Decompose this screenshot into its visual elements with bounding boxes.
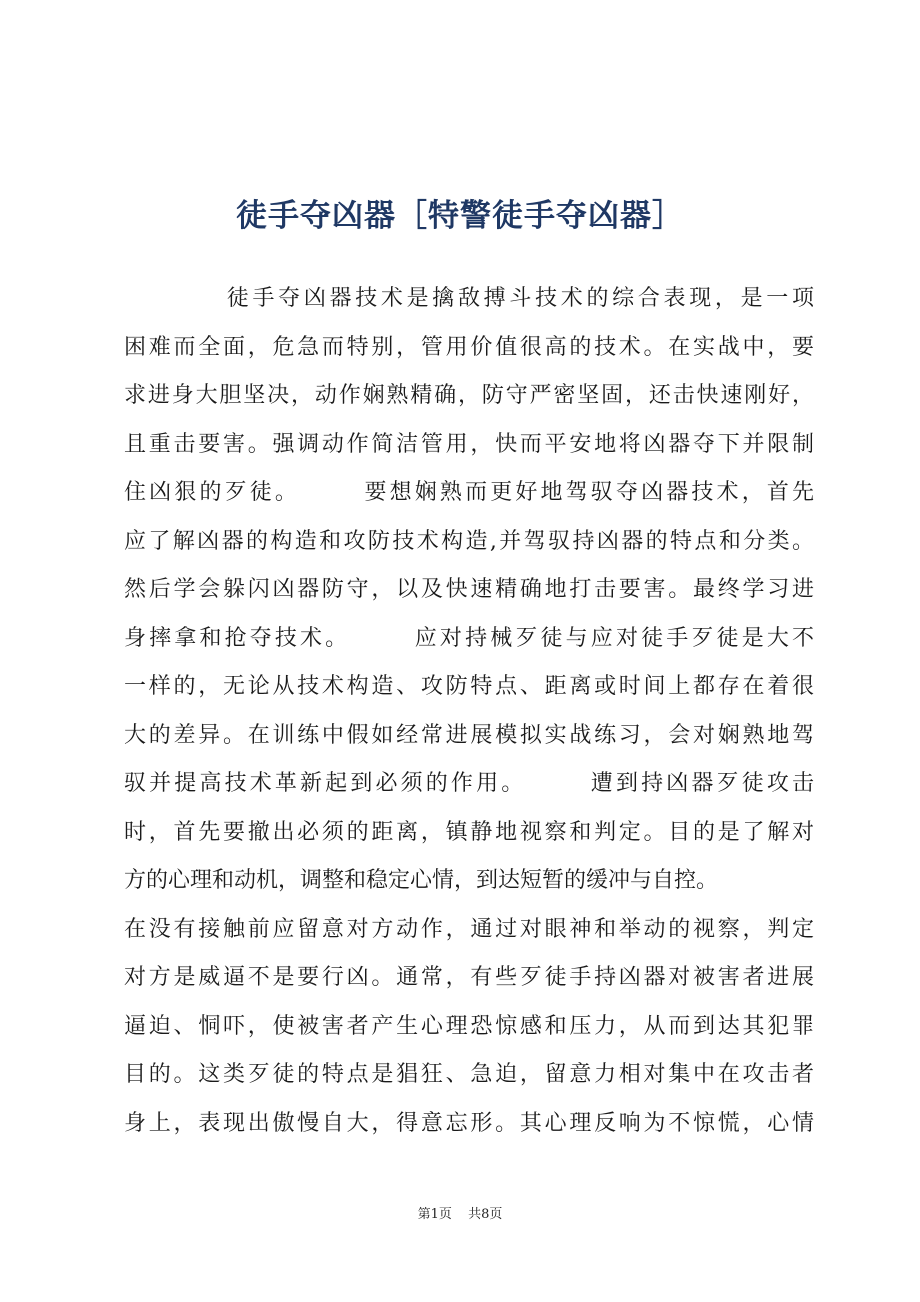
text-line: 在没有接触前应留意对方动作，通过对眼神和举动的视察，判定	[124, 916, 814, 942]
text-line: 目的。这类歹徒的特点是猖狂、急迫，留意力相对集中在攻击者	[124, 1062, 814, 1087]
page-title: 徒手夺凶器［特警徒手夺凶器］	[236, 198, 684, 234]
page-footer	[0, 1205, 920, 1225]
text-line: 驭并提高技术革新起到必须的作用。 遭到持凶器歹徒攻击	[124, 771, 814, 796]
text-line: 困难而全面，危急而特别，管用价值很高的技术。在实战中，要	[124, 334, 814, 360]
body-text	[124, 275, 814, 1148]
text-line: 时，首先要撤出必须的距离，镇静地视察和判定。目的是了解对	[124, 819, 814, 845]
text-line: 应了解凶器的构造和攻防技术构造,并驾驭持凶器的特点和分类。	[124, 528, 814, 554]
text-line: 对方是威逼不是要行凶。通常，有些歹徒手持凶器对被害者进展	[124, 965, 814, 990]
text-line: 一样的，无论从技术构造、攻防特点、距离或时间上都存在着很	[124, 674, 814, 699]
text-line: 逼迫、恫吓，使被害者产生心理恐惊感和压力，从而到达其犯罪	[124, 1013, 814, 1039]
page-number: 第1页	[417, 1207, 452, 1222]
text-line: 大的差异。在训练中假如经常进展模拟实战练习，会对娴熟地驾	[124, 722, 814, 748]
text-line: 然后学会躲闪凶器防守，以及快速精确地打击要害。最终学习进	[124, 577, 814, 602]
text-line: 身摔拿和抢夺技术。 应对持械歹徒与应对徒手歹徒是大不	[124, 625, 814, 651]
text-line: 身上，表现出傲慢自大，得意忘形。其心理反响为不惊慌，心情	[124, 1110, 814, 1136]
text-line: 徒手夺凶器技术是擒敌搏斗技术的综合表现，是一项	[124, 286, 814, 311]
text-line: 求进身大胆坚决，动作娴熟精确，防守严密坚固，还击快速刚好，	[124, 383, 814, 408]
page-total: 共8页	[468, 1207, 503, 1222]
text-line: 住凶狠的歹徒。 要想娴熟而更好地驾驭夺凶器技术，首先	[124, 480, 814, 505]
text-line: 方的心理和动机，调整和稳定心情，到达短暂的缓冲与自控。	[124, 868, 719, 893]
text-line: 且重击要害。强调动作简洁管用，快而平安地将凶器夺下并限制	[124, 431, 814, 457]
